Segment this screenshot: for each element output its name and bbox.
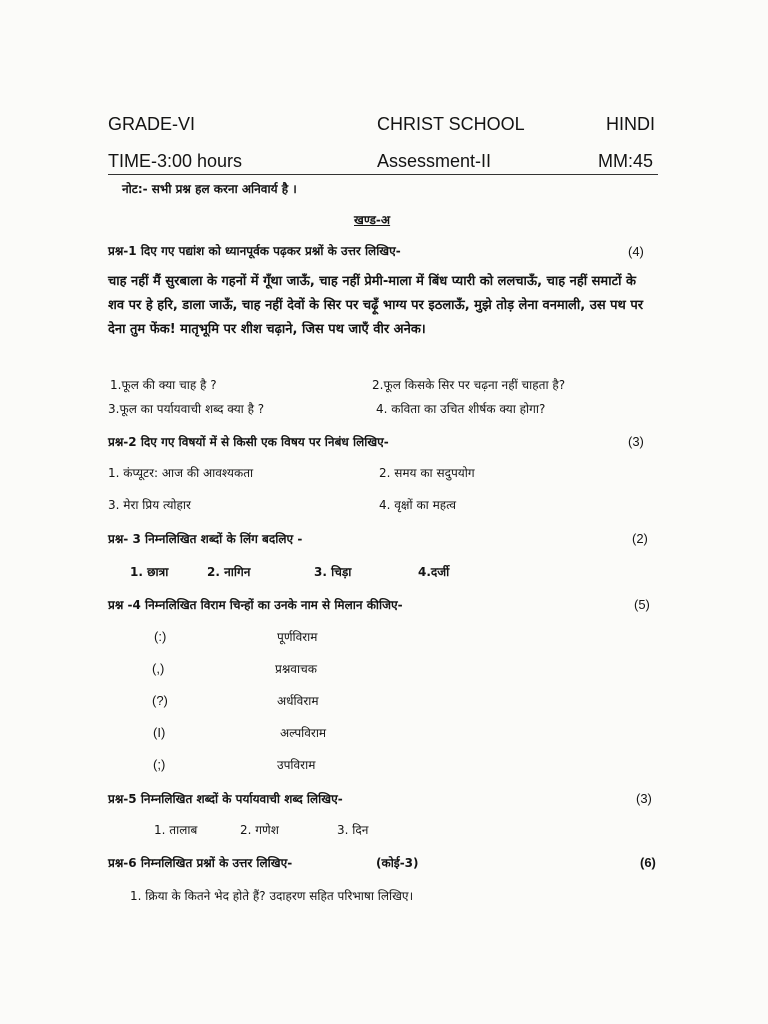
q6-title: प्रश्न-6 निम्नलिखित प्रश्नों के उत्तर लिखिए- [108, 856, 293, 870]
q3-marks: (2) [632, 531, 648, 546]
q5-item-3: 3. दिन [337, 823, 369, 837]
q4-name: पूर्णविराम [277, 630, 318, 644]
q4-symbol: (?) [152, 693, 168, 708]
q3-item-4: 4.दर्जी [418, 565, 450, 579]
q6-choice: (कोई-3) [376, 856, 419, 870]
q3-item-1: 1. छात्रा [130, 565, 169, 579]
q6-item-1: 1. क्रिया के कितने भेद होते हैं? उदाहरण सहित परिभाषा लिखिए। [130, 889, 414, 903]
q1-item-4: 4. कविता का उचित शीर्षक क्या होगा? [376, 402, 546, 416]
section-title: खण्ड-अ [354, 213, 391, 227]
max-marks-label: MM:45 [598, 151, 654, 171]
q1-item-3: 3.फूल का पर्यायवाची शब्द क्या है ? [108, 402, 265, 416]
q4-name: अल्पविराम [280, 726, 327, 740]
q2-title: प्रश्न-2 दिए गए विषयों में से किसी एक विषय पर निबंध लिखिए- [108, 435, 389, 449]
q1-passage: चाह नहीं मैं सुरबाला के गहनों में गूँथा जाऊँ, चाह नहीं प्रेमी-माला में बिंध प्यारी को ललचाऊँ, चाह नहीं समाटों के शव पर हे हरि, डाला जाऊँ, चाह नहीं देवों के सिर पर चढ़ूँ भाग्य पर इठलाऊँ, मुझे तोड़ लेना वनमाली, उस पथ पर देना तुम फेंक! मातृभूमि पर शीश चढ़ाने, जिस पथ जाएँ वीर अनेक। [108, 274, 644, 337]
q4-name: प्रश्नवाचक [275, 662, 317, 676]
q6-marks: (6) [640, 855, 656, 870]
q3-item-3: 3. चिड़ा [314, 565, 352, 579]
q1-item-1: 1.फूल की क्या चाह है ? [110, 378, 217, 392]
q4-marks: (5) [634, 597, 650, 612]
q1-marks: (4) [628, 244, 644, 259]
q4-symbol: (:) [154, 629, 167, 644]
subject-label: HINDI [606, 114, 655, 134]
q3-title: प्रश्न- 3 निम्नलिखित शब्दों के लिंग बदलिए - [108, 532, 303, 546]
q1-item-2: 2.फूल किसके सिर पर चढ़ना नहीं चाहता है? [372, 378, 566, 392]
header-divider [108, 174, 658, 175]
q3-item-2: 2. नागिन [207, 565, 251, 579]
q2-item-4: 4. वृक्षों का महत्व [379, 498, 457, 512]
q5-item-2: 2. गणेश [240, 823, 279, 837]
q4-symbol: (,) [152, 661, 165, 676]
q2-item-2: 2. समय का सदुपयोग [379, 466, 475, 480]
q2-item-3: 3. मेरा प्रिय त्योहार [108, 498, 191, 512]
grade-label: GRADE-VI [108, 114, 196, 134]
q4-name: अर्धविराम [277, 694, 319, 708]
school-name: CHRIST SCHOOL [377, 114, 525, 134]
q4-name: उपविराम [277, 758, 316, 772]
q5-marks: (3) [636, 791, 652, 806]
note: नोट:- सभी प्रश्न हल करना अनिवार्य है । [122, 182, 297, 196]
q4-symbol: (;) [153, 757, 166, 772]
q5-title: प्रश्न-5 निम्नलिखित शब्दों के पर्यायवाची शब्द लिखिए- [108, 792, 343, 806]
q2-marks: (3) [628, 434, 644, 449]
q4-title: प्रश्न -4 निम्नलिखित विराम चिन्हों का उनके नाम से मिलान कीजिए- [108, 598, 403, 612]
q2-item-1: 1. कंप्यूटर: आज की आवश्यकता [108, 466, 254, 480]
q1-title: प्रश्न-1 दिए गए पद्यांश को ध्यानपूर्वक पढ़कर प्रश्नों के उत्तर लिखिए- [108, 244, 401, 258]
q5-item-1: 1. तालाब [154, 823, 198, 837]
time-label: TIME-3:00 hours [108, 151, 243, 171]
assessment-label: Assessment-II [377, 151, 492, 171]
q4-symbol: (I) [153, 725, 166, 740]
